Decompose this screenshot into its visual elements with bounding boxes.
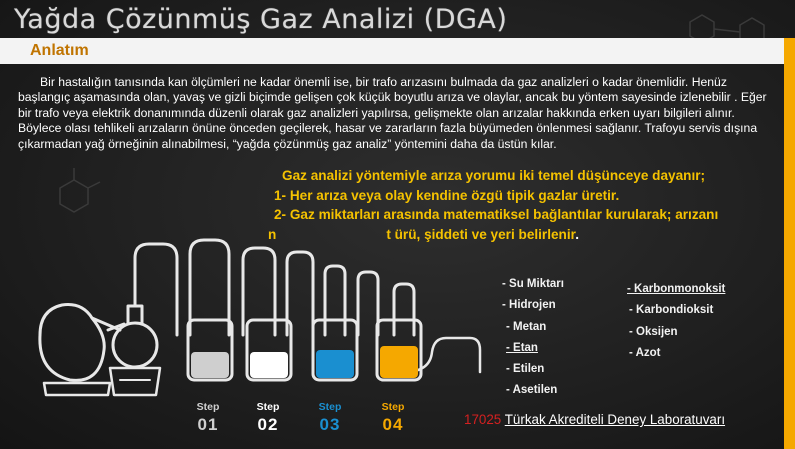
list-item: - Asetilen xyxy=(506,384,558,397)
step-number: 01 xyxy=(197,415,219,434)
gas-analysis-cont-a: n xyxy=(268,226,277,242)
accent-edge xyxy=(784,38,795,449)
list-item: - Karbondioksit xyxy=(629,304,714,317)
gas-analysis-cont-b: t ürü, şiddeti ve yeri belirlenir xyxy=(386,226,576,242)
gas-analysis-intro: Gaz analizi yöntemiyle arıza yorumu iki temel düşünceye dayanır; xyxy=(282,168,706,183)
list-item: - Karbonmonoksit xyxy=(627,283,726,295)
accreditation-text: Türkak Akrediteli Deney Laboratuvarı xyxy=(504,412,726,427)
list-item: - Hidrojen xyxy=(502,299,556,312)
section-bar xyxy=(0,38,784,64)
tube-5 xyxy=(325,266,345,335)
page-title: Yağda Çözünmüş Gaz Analizi (DGA) xyxy=(14,4,508,35)
step-label: Step xyxy=(381,401,405,413)
round-flask xyxy=(113,323,157,367)
tube-7 xyxy=(394,284,414,335)
step-4 xyxy=(371,401,415,435)
list-item: - Metan xyxy=(506,320,547,333)
gas-analysis-block xyxy=(266,166,781,244)
step-2 xyxy=(246,401,290,435)
list-item: - Etan xyxy=(506,341,538,354)
tube-6 xyxy=(358,272,378,335)
jar-4-liquid xyxy=(380,346,418,378)
jar-1-liquid xyxy=(191,352,229,378)
jar-3-liquid xyxy=(316,350,354,378)
step-label: Step xyxy=(256,401,280,413)
step-3 xyxy=(308,401,352,435)
jar-2-liquid xyxy=(250,352,288,378)
list-item: - Su Miktarı xyxy=(502,278,564,290)
list-item: - Etilen xyxy=(506,363,545,376)
gas-analysis-item-1: 1- Her arıza veya olay kendine özgü tipik gazlar üretir. xyxy=(274,187,620,203)
gas-analysis-item-2: 2- Gaz miktarları arasında matematiksel bağlantılar kurularak; arızanı xyxy=(274,207,719,223)
step-number: 03 xyxy=(319,415,341,434)
list-item: - Oksijen xyxy=(629,325,678,338)
gas-analysis-cont-c: . xyxy=(575,226,579,242)
lab-accreditation xyxy=(464,412,725,427)
step-number: 04 xyxy=(382,415,404,434)
gas-analysis-item-2-cont xyxy=(266,225,781,245)
step-label: Step xyxy=(318,401,342,413)
accreditation-number: 17025 xyxy=(464,412,502,427)
list-item: - Azot xyxy=(629,346,661,359)
step-number: 02 xyxy=(257,415,279,434)
step-1 xyxy=(186,401,230,435)
step-label: Step xyxy=(196,401,220,413)
gas-list-right xyxy=(627,279,725,364)
intro-paragraph: Bir hastalığın tanısında kan ölçümleri ne kadar önemli ise, bir trafo arızasını bulmada da gaz analizleri o kadar önemlidir. Henüz başlangıç aşamasında olan, yavaş ve gizli biçimde gelişen çok küçük boyutlu arıza ve olaylar, ancak bu yöntem sayesinde izlenebilir . Eğer bir trafo veya elektrik donanımında düzenli olarak gaz analizleri yapılırsa, gelişmekte olan arızalar hakkında erken uyarı bilgileri alınır. Böylece olası tehlikeli arızaların önüne önceden geçilerek, hasar ve zararların fazla büyümeden önlenmesi sağlanır. Trafoyu servis dışına çıkarmadan yağ örneğinin alınabilmesi, “yağda çözünmüş gaz analiz” yöntemini daha da üstün kılar. xyxy=(18,75,767,151)
burner xyxy=(110,368,160,395)
section-label: Anlatım xyxy=(30,42,89,59)
gas-list-left xyxy=(502,274,564,402)
